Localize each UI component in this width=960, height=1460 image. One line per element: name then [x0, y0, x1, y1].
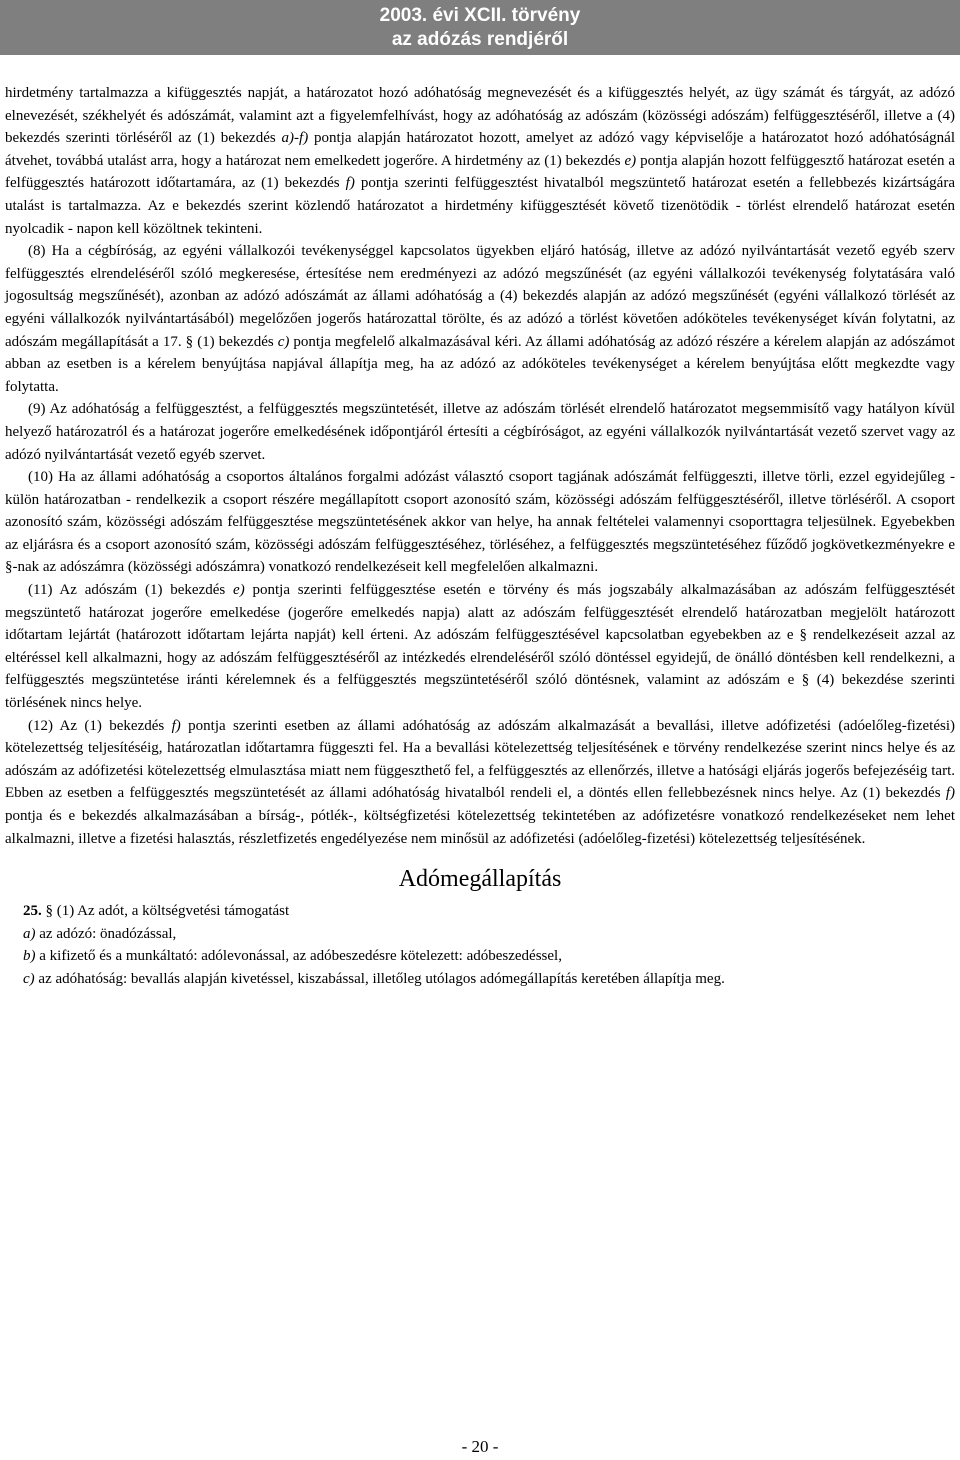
italic-ref: f) [345, 175, 355, 192]
paragraph-7-continuation [5, 82, 955, 240]
text-run: pontja szerinti esetben az állami adóhatóság az adószám alkalmazását a bevallási, illetve adófizetési (adóelőleg-fizetési) kötelezettség teljesítéséig, határozatlan időtartamra függeszti fel. Ha a bevallási kötelezettség teljesítésének e törvény rendelkezése szerint nincs helye és az adószám az adófizetési kötelezettség elmulasztása miatt nem függeszthető fel, a felfüggesztés az ellenőrzés, illetve a hatósági eljárás jogerős befejezéséig tart. Ebben az esetben a felfüggesztés megszüntetését az állami adóhatóság hivatalból rendeli el, a döntés ellen fellebbezésnek nincs helye. Az (1) bekezdés [5, 717, 955, 802]
section-25-intro [5, 900, 955, 923]
item-letter: a) [23, 925, 36, 942]
text-run: pontja alapján határozatot hozott, amelyet az adózó vagy képviselője a határozatot hozó adóhatóságnál átvehet, továbbá utalást arra, hogy a határozat nem emelkedett jogerőre. A hirdetmény az (1) bekezdés [5, 130, 955, 169]
item-letter: b) [23, 948, 36, 965]
page-header [0, 0, 960, 55]
italic-ref: f) [171, 717, 181, 734]
list-item [5, 968, 955, 991]
text-run: pontja alapján hozott felfüggesztő határozat esetén a felfüggesztés határozott időtartamára, az (1) bekezdés [5, 152, 956, 192]
text-run: pontja és e bekezdés alkalmazásában a bírság-, pótlék-, költségfizetési kötelezettség tekintetében az adófizetésre vonatkozó rendelkezéseket nem lehet alkalmazni, illetve a fizetési halasztás, részletfizetés engedélyezése nem minősül az adófizetési (adóelőleg-fizetési) kötelezettség teljesítésének. [5, 808, 955, 847]
paragraph-10: (10) Ha az állami adóhatóság a csoportos általános forgalmi adózást választó csoport tagjának adószámát felfüggeszti, illetve törli, ezzel egyidejűleg - külön határozatban - rendelkezik a csoport részére megállapított csoport azonosító szám, közösségi adószám felfüggesztéséről, illetve törléséről. A csoport azonosító szám, közösségi adószám felfüggesztése megszüntetésének akkor van helye, ha annak feltételei valamennyi csoporttagra teljesülnek. Egyebekben az eljárásra és a csoport azonosító szám, közösségi adószám felfüggesztéséhez, törléséhez, a felfüggesztés megszüntetéséhez fűződő jogkövetkezményekre e §-nak az adószámra (közösségi adószámra) vonatkozó rendelkezéseit kell megfelelően alkalmazni. [5, 469, 955, 576]
italic-ref: e) [233, 582, 245, 599]
item-letter: c) [23, 970, 35, 987]
text-run: (8) Ha a cégbíróság, az egyéni vállalkozói tevékenységgel kapcsolatos ügyekben eljáró hatóság, illetve az adózó nyilvántartását vezető egyéb szerv felfüggesztés elrendeléséről szóló megkeresése, értesítése nem eredményezi az adózó megszűnését (az egyéni vállalkozói tevékenység folytatására való jogosultság megszűnését), azonban az adózó adószámát az állami adóhatóság a (4) bekezdés alapján az adózó megszűnését (egyéni vállalkozó törlését az egyéni vállalkozók nyilvántartásából) megelőzően jogerős határozattal törölte, és az adózó a törlést követően adóköteles tevékenységet kíván folytatni, az adószám megállapítását a 17. § (1) bekezdés [5, 243, 955, 350]
text-run: pontja megfelelő alkalmazásával kéri. Az állami adóhatóság az adózó részére a kérelem alapján az adószámot abban az esetben is a kérelem benyújtása napjával állapítja meg, ha az adózó az adóköteles tevékenységet a kérelem benyújtása előtt megkezdte vagy folytatta. [5, 333, 955, 395]
page-number: - 20 - [461, 1437, 499, 1456]
item-text: a kifizető és a munkáltató: adólevonással, az adóbeszedésre kötelezett: adóbeszedéssel, [35, 948, 562, 965]
document-body [5, 82, 955, 991]
italic-ref: f) [945, 785, 955, 802]
law-subtitle: az adózás rendjéről [391, 29, 569, 50]
text-run: pontja szerinti felfüggesztést hivatalból megszüntető határozat esetén a fellebbezés kizártságára utalást is tartalmazza. Az e bekezdés szerint közlendő határozatot a hirdetmény kifüggesztését követő tizenötödik - törlést elrendelő határozat esetén nyolcadik - napon kell közöltnek tekinteni. [5, 175, 955, 237]
paragraph-12 [5, 715, 955, 851]
text-run: pontja szerinti felfüggesztése esetén e törvény és más jogszabály alkalmazásában az adószám felfüggesztését megszüntető határozat jogerőre emelkedése (jogerőre emelkedés napja) alatt az adószám felfüggesztését elrendelő határozatban megjelölt határozott időtartam lejártát (határozott időtartam lejárta napját) kell érteni. Az adószám felfüggesztésével kapcsolatban egyebekben az e § rendelkezéseit azzal az eltéréssel kell alkalmazni, hogy az adószám felfüggesztéséről az intézkedés elrendeléséről szóló döntéssel egyidejű, de önálló döntésben kell rendelkezni, a felfüggesztés megszüntetése iránti kérelemnek és a felfüggesztés megszüntetéséről szóló döntésnek, valamint az adószám e § (4) bekezdése szerinti törlésének nincs helye. [5, 582, 955, 712]
paragraph-11 [5, 579, 955, 715]
italic-ref: a)-f) [281, 130, 309, 147]
item-text: az adózó: önadózással, [35, 925, 177, 942]
paragraph-8 [5, 240, 955, 398]
italic-ref: c) [277, 333, 290, 350]
text-run: (11) Az adószám (1) bekezdés [28, 582, 234, 599]
text-run: § (1) Az adót, a költségvetési támogatást [41, 903, 290, 920]
section-number: 25. [23, 903, 42, 920]
section-title: Adómegállapítás [398, 866, 562, 893]
paragraph-9: (9) Az adóhatóság a felfüggesztést, a felfüggesztés megszüntetését, illetve az adószám törlését elrendelő határozatot megsemmisítő vagy hatályon kívül helyező határozatról és a határozat jogerőre emelkedésének időpontjáról értesíti a cégbíróságot, az egyéni vállalkozók nyilvántartását vezető szervet vagy az adózó nyilvántartását vezető egyéb szervet. [5, 401, 955, 463]
italic-ref: e) [624, 152, 637, 169]
item-text: az adóhatóság: bevallás alapján kivetéssel, kiszabással, illetőleg utólagos adómegállapítás keretében állapítja meg. [34, 970, 725, 987]
text-run: (12) Az (1) bekezdés [28, 717, 172, 734]
list-item [5, 945, 955, 968]
list-item [5, 923, 955, 946]
text-run: hirdetmény tartalmazza a kifüggesztés napját, a határozatot hozó adóhatóság megnevezését és a kifüggesztés helyét, az ügy számát és tárgyát, az adózó elnevezését, székhelyét és adószámát, valamint azt a figyelemfelhívást, hogy az adóhatóság az adószám (közösségi adószám) felfüggesztéséről, illetve a (4) bekezdés szerinti törléséről az (1) bekezdés [5, 85, 955, 147]
law-title: 2003. évi XCII. törvény [379, 5, 581, 26]
